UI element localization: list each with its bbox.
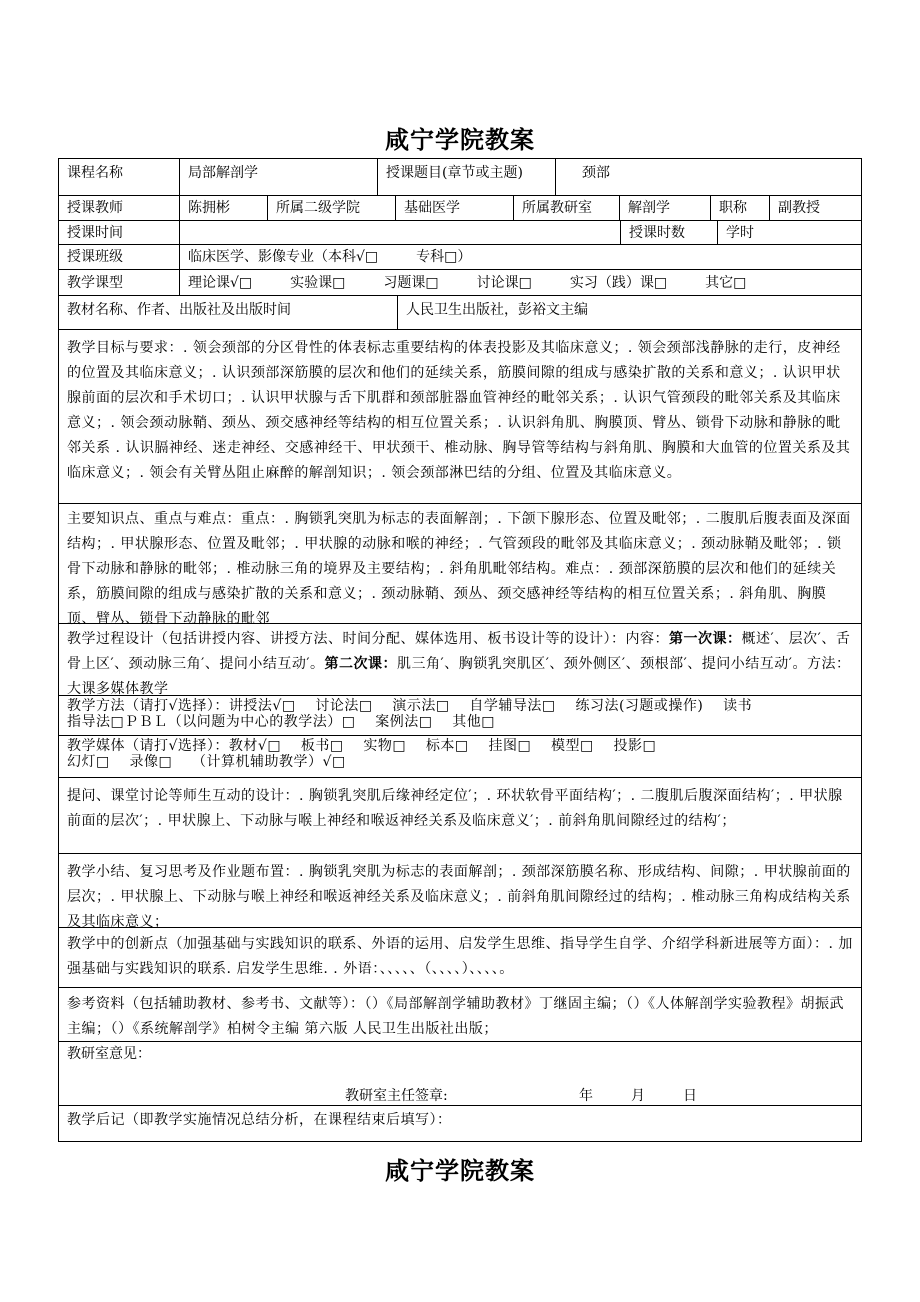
- course-name-label: 课程名称: [59, 159, 180, 195]
- summary-text: 教学小结、复习思考及作业题布置：. 胸锁乳突肌为标志的表面解剖；. 颈部深筋膜名称、形成结构、间隙；. 甲状腺前面的层次；. 甲状腺上、下动脉与喉上神经和喉返神经关系及临床意义；. 前斜角肌间隙经过的结构；. 椎动脉三角构成结构关系及其临床意义；: [67, 864, 851, 930]
- row-teacher: [58, 196, 862, 221]
- methods-line: 指导法□ＰＢＬ（以问题为中心的教学法）□ 案例法□ 其他□: [67, 714, 496, 730]
- type-label: 教学课型: [59, 270, 180, 295]
- hours-value: 学时: [726, 224, 754, 241]
- time-label: 授课时间: [59, 221, 180, 244]
- hours-label: 授课时数: [621, 221, 718, 244]
- title-value: 副教授: [778, 200, 820, 216]
- process-intro: 教学过程设计（包括讲授内容、讲授方法、时间分配、媒体选用、板书设计等的设计）：内容：: [67, 631, 669, 647]
- process-text: [59, 624, 861, 695]
- textbook-value: 人民卫生出版社，彭裕文主编: [406, 302, 588, 318]
- teacher-label: 授课教师: [59, 196, 180, 220]
- row-process: [58, 624, 862, 696]
- row-time: [58, 221, 862, 245]
- lesson-plan-table: [58, 158, 862, 1142]
- date-fields: [579, 1086, 735, 1106]
- dept-label: 所属教研室: [514, 196, 620, 220]
- year-label: 年: [579, 1088, 593, 1104]
- month-label: 月: [631, 1088, 645, 1104]
- methods-line: 教学方法（请打√选择）：讲授法√□ 讨论法□ 演示法□ 自学辅导法□ 练习法(习题或操作) 读书: [67, 698, 753, 714]
- references-text: 参考资料（包括辅助教材、参考书、文献等）：（）《局部解剖学辅助教材》丁继固主编；（）《人体解剖学实验教程》胡振武主编；（）《系统解剖学》柏树令主编 第六版 人民卫生出版社出版；: [67, 996, 844, 1037]
- course-name-value: 局部解剖学: [180, 159, 378, 195]
- row-textbook: [58, 296, 862, 330]
- college-label: 所属二级学院: [268, 196, 396, 220]
- type-options: [180, 270, 861, 295]
- class-label: 授课班级: [59, 245, 180, 269]
- page-title: 咸宁学院教案: [385, 125, 535, 154]
- row-class: [58, 245, 862, 270]
- type-option: 实验课□: [290, 274, 346, 291]
- innovation-text: 教学中的创新点（加强基础与实践知识的联系、外语的运用、启发学生思维、指导学生自学、介绍学科新进展等方面）：. 加强基础与实践知识的联系. 启发学生思维. . 外语：、、、、、（、、、、）、、、、。: [67, 936, 853, 977]
- topic-label: 授课题目(章节或主题): [378, 159, 556, 195]
- type-option: 习题课□: [383, 274, 439, 291]
- row-innovation: [58, 928, 862, 988]
- textbook-label: 教材名称、作者、出版社及出版时间: [59, 296, 398, 329]
- row-dept-opinion: [58, 1042, 862, 1106]
- title-label: 职称: [711, 196, 770, 220]
- objectives-text: 教学目标与要求：. 领会颈部的分区骨性的体表标志重要结构的体表投影及其临床意义；. 领会颈部浅静脉的走行，皮神经的位置及其临床意义；. 认识颈部深筋膜的层次和他们的延续关系，筋膜间隙的组成与感染扩散的关系和意义；. 认识甲状腺前面的层次和手术切口；. 认识甲状腺与舌下肌群和颈部脏器血管神经的毗邻关系；. 认识气管颈段的毗邻关系及其临床意义；. 领会颈动脉鞘、颈丛、颈交感神经等结构的相互位置关系；. 认识斜角肌、胸膜顶、臂丛、锁骨下动脉和静脉的毗邻关系 . 认识膈神经、迷走神经、交感神经干、甲状颈干、椎动脉、胸导管等结构与斜角肌、胸膜和大血管的位置关系及其临床意义；. 领会有关臂丛阻止麻醉的解剖知识；. 领会颈部淋巴结的分组、位置及其临床意义。: [67, 340, 851, 481]
- second-class-label: 第二次课：: [324, 656, 398, 672]
- day-label: 日: [683, 1088, 697, 1104]
- first-class-content: 概述′、层次′、舌骨上区′、颈动脉三角′、提问小结互动′。: [67, 631, 851, 672]
- row-methods: [58, 696, 862, 736]
- row-objectives: [58, 330, 862, 504]
- class-junior: 专科□）: [416, 249, 472, 265]
- row-interaction: [58, 778, 862, 854]
- type-option: 理论课√□: [188, 274, 253, 291]
- afterword-text: 教学后记（即教学实施情况总结分析，在课程结束后填写）：: [67, 1112, 452, 1128]
- college-value: 基础医学: [396, 196, 514, 220]
- type-option: 讨论课□: [476, 274, 532, 291]
- row-keypoints: [58, 504, 862, 627]
- type-option: 实习（践）课□: [569, 274, 668, 291]
- dept-value: 解剖学: [620, 196, 711, 220]
- first-class-label: 第一次课：: [669, 631, 742, 647]
- keypoints-text: 主要知识点、重点与难点：重点：. 胸锁乳突肌为标志的表面解剖；. 下颌下腺形态、位置及毗邻；. 二腹肌后腹表面及深面结构；. 甲状腺形态、位置及毗邻；. 甲状腺的动脉和喉的神经；. 气管颈段的毗邻及其临床意义；. 颈动脉鞘及毗邻；. 锁骨下动脉和静脉的毗邻；. 椎动脉三角的境界及主要结构；. 斜角肌毗邻结构。难点：. 颈部深筋膜的层次和他们的延续关系，筋膜间隙的组成与感染扩散的关系和意义；. 颈动脉鞘、颈丛、颈交感神经等结构的相互位置关系；. 斜角肌、胸膜顶、臂丛、锁骨下动静脉的毗邻: [67, 511, 851, 627]
- signature-label: 教研室主任签章:: [345, 1088, 448, 1104]
- row-course: [58, 158, 862, 196]
- methods-text: [59, 696, 861, 735]
- topic-value: 颈部: [582, 165, 610, 181]
- row-references: [58, 988, 862, 1042]
- time-value: [180, 221, 621, 244]
- row-afterword: [58, 1106, 862, 1142]
- page-title-repeat: 咸宁学院教案: [385, 1156, 535, 1185]
- media-text: [59, 736, 861, 777]
- type-option: 其它□: [705, 274, 747, 291]
- row-summary: [58, 854, 862, 928]
- media-line: 幻灯□ 录像□ （计算机辅助教学）√□: [67, 754, 346, 770]
- row-media: [58, 736, 862, 778]
- interaction-text: 提问、课堂讨论等师生互动的设计：. 胸锁乳突肌后缘神经定位′；. 环状软骨平面结构′；. 二腹肌后腹深面结构′；. 甲状腺前面的层次′；. 甲状腺上、下动脉与喉上神经和喉返神经关系及临床意义′；. 前斜角肌间隙经过的结构′；: [67, 788, 843, 829]
- dept-opinion-label: 教研室意见：: [67, 1046, 151, 1062]
- row-course-type: [58, 270, 862, 296]
- class-undergrad: 临床医学、影像专业（本科√□: [188, 249, 379, 265]
- media-line: 教学媒体（请打√选择）：教材√□ 板书□ 实物□ 标本□ 挂图□ 模型□ 投影□: [67, 738, 657, 754]
- teacher-value: 陈拥彬: [180, 196, 268, 220]
- second-class-content: 肌三角′、胸锁乳突肌区′、颈外侧区′、颈根部′、提问小结互动′。方法：大课多媒体教学: [67, 656, 851, 697]
- class-value: [180, 245, 861, 269]
